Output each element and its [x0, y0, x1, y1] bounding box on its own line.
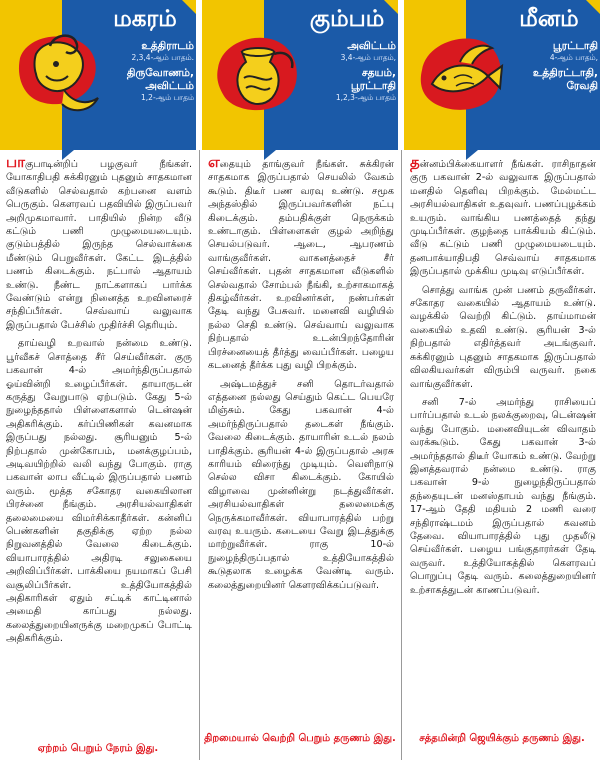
star-name: பூரட்டாதி — [350, 80, 396, 92]
star-name: பூரட்டாதி — [552, 40, 598, 52]
column-kumbam — [202, 0, 398, 762]
star-list — [300, 40, 396, 107]
column-header — [202, 0, 398, 150]
paragraph: தன்னம்பிக்கையாளர் நீங்கள். ராசிநாதன் குரு பகவான் 2-ல் வலுவாக இருப்பதால் மனதில் தெளிவு பிறக்கும். மேல்மட்ட அரசியல்வாதிகள் உதவுவர். பணப்புழக்கம் உயரும். வாங்கிய பணத்தைத் தந்து முடிப்பீர்கள். குழந்தை பாக்கியம் கிட்டும். வீடு கட்டும் பணி முழுமையடையும். தனபாக்யாதிபதி செவ்வாய் சாதகமாக இருப்பதால் முக்கிய முடிவு எடுப்பீர்கள். — [410, 153, 596, 278]
horoscope-text — [202, 150, 398, 592]
star-list — [98, 40, 194, 107]
star-pada: 1,2,3-ஆம் பாதம் — [335, 93, 396, 102]
star-pada: 3,4-ஆம் பாதம், — [340, 53, 396, 62]
sign-name: மீனம் — [519, 6, 579, 32]
star-name: திருவோணம், — [126, 67, 194, 79]
star-name: சதயம், — [361, 67, 396, 79]
paragraph: எதையும் தாங்குவர் நீங்கள். சுக்கிரன் சாதகமாக இருப்பதால் செயலில் வேகம் கூடும். திடீர் பண வரவு உண்டு. சமூக அந்தஸ்தில் இருப்பவர்களின் நட்பு கிடைக்கும். தம்பதிக்குள் நெருக்கம் உண்டாகும். பிள்ளைகள் குழல் அறிந்து செயல்படுவர். ஆடை, ஆபரணம் வாங்குவீர்கள். வாகனத்தைச் சீர் செய்வீர்கள். புதன் சாதகமான வீடுகளில் செல்வதால் சோம்பல் நீங்கி, உற்சாகமாகத் திகழ்வீர்கள். உறவினர்கள், நண்பர்கள் தேடி வந்து பேசுவர். மனைவி வழியில் நல்ல செதி உண்டு. செவ்வாய் வலுவாக நிற்பதால் உடன்பிறந்தோரின் பிரச்னையைத் தீர்த்து வைப்பீர்கள். பழைய கடனைத் தீர்க்க புது வழி பிறக்கும். — [208, 153, 394, 372]
column-footer: சத்தமின்றி ஜெயிக்கும் தருணம் இது. — [419, 733, 585, 744]
column-header — [0, 0, 196, 150]
sign-name: கும்பம் — [309, 6, 385, 32]
column-meenam — [404, 0, 600, 762]
column-divider — [401, 150, 402, 760]
star-pada: 2,3,4-ஆம் பாதம். — [131, 53, 194, 62]
star-name: அவிட்டம் — [145, 80, 194, 92]
paragraph: பாகுபாடின்றிப் பழகுவர் நீங்கள். யோகாதிபதி சுக்கிரனும் புதனும் சாதகமான வீடுகளில் செல்வதால் கற்பனை வளம் பெருகும். கௌரவப் பதவியில் இருப்பவர் அறிமுகமாவார். பாதியில் நின்ற வீடு கட்டும் பணி முழுமையடையும். குடும்பத்தில் இருந்த செல்வாக்கை மீண்டும் பெறுவீர்கள். கேட்ட இடத்தில் பணம் கிடைக்கும். நட்பால் ஆதாயம் உண்டு. நீண்ட நாட்களாகப் பார்க்க வேண்டும் என்று நினைத்த உறவினரைச் சந்திப்பீர்கள். செவ்வாய் வலுவாக இருப்பதால் பேச்சில் முதிர்ச்சி தெரியும். — [6, 153, 192, 331]
paragraph: சொத்து வாங்க முன் பணம் தருவீர்கள். சகோதர வகையில் ஆதாயம் உண்டு. வழக்கில் வெற்றி கிட்டும். தாய்மாமன் வகையில் உதவி உண்டு. சூரியன் 3-ல் நிற்பதால் எதிர்த்தவர் அடங்குவர். சுக்கிரனும் புதனும் சாதகமாக இருப்பதால் விலகியவர்கள் விரும்பி வருவர். நகை வாங்குவீர்கள். — [410, 284, 596, 390]
drop-cap: எ — [208, 153, 220, 171]
column-footer: திறமையால் வெற்றி பெறும் தருணம் இது. — [204, 733, 396, 744]
paragraph: அஷ்டமத்துச் சனி தொடர்வதால் எத்தனை நல்லது செய்தும் கெட்ட பெயரே மிஞ்சும். கேது பகவான் 4-ல் அமர்ந்திருப்பதால் தடைகள் நீங்கும். வேலை கிடைக்கும். தாயாரின் உடல் நலம் பாதிக்கும். சூரியன் 4-ல் இருப்பதால் அரசு காரியம் விரைந்து முடியும். வெளிநாடு செல்ல விசா கிடைக்கும். கோயில் விழாவை முன்னின்று நடத்துவீர்கள். அரசியல்வாதிகள் தலைமைக்கு நெருக்கமாவீர்கள். வியாபாரத்தில் பற்று வரவு உயரும். கடையை வேறு இடத்துக்கு மாற்றுவீர்கள். ராகு 10-ல் நுழைந்திருப்பதால் உத்தியோகத்தில் கூடுதலாக உழைக்க வேண்டி வரும். கலைத்துறையினர் கௌரவிக்கப்படுவர். — [208, 378, 394, 591]
pisces-fish-icon — [410, 28, 516, 120]
column-header — [404, 0, 600, 150]
star-list — [502, 40, 598, 93]
aquarius-pot-icon — [208, 28, 314, 120]
horoscope-text — [0, 150, 196, 646]
star-name: உத்திராடம் — [141, 40, 194, 52]
capricorn-goat-icon — [6, 28, 112, 120]
star-name: அவிட்டம் — [347, 40, 396, 52]
star-pada: 4-ஆம் பாதம், — [549, 53, 598, 62]
column-divider — [199, 150, 200, 760]
star-name: ரேவதி — [566, 80, 598, 92]
paragraph: தாய்வழி உறவால் நன்மை உண்டு. பூர்வீகச் சொத்தை சீர் செய்வீர்கள். குரு பகவான் 4-ல் அமர்ந்திருப்பதால் ஓய்வின்றி உழைப்பீர்கள். தாயாருடன் கருத்து வேறுபாடு ஏற்படும். கேது 5-ல் நுழைந்ததால் பிள்ளைகளால் டென்ஷன் அதிகரிக்கும். கர்ப்பிணிகள் கவனமாக இருப்பது நல்லது. சூரியனும் 5-ல் நிற்பதால் முன்கோபம், மனக்குழப்பம், அடிவயிற்றில் வலி வந்து போகும். ராகு பகவான் லாப வீட்டில் இருப்பதால் பணம் வரும். மூத்த சகோதர வகையிலான பிரச்னை நீங்கும். அரசியல்வாதிகள் தலைமையை விமர்சிக்காதீர்கள். கன்னிப் பெண்களின் தகுதிக்கு ஏற்ற நல்ல நிறுவனத்தில் வேலை கிடைக்கும். வியாபாரத்தில் அதிரடி சலுகையை அறிவிப்பீர்கள். பாக்கியை நயமாகப் பேசி வசூலிப்பீர்கள். உத்தியோகத்தில் அதிகாரிகள் ஏதும் சட்டிக் காட்டினால் அமைதி காப்பது நல்லது. கலைத்துறையினருக்கு மறைமுகப் போட்டி அதிகரிக்கும். — [6, 338, 192, 645]
drop-cap: த — [410, 153, 420, 171]
star-name: உத்திரட்டாதி, — [532, 67, 598, 79]
star-pada: 1,2-ஆம் பாதம் — [141, 93, 194, 102]
drop-cap: பா — [6, 153, 25, 171]
sign-name: மகரம் — [113, 6, 177, 32]
column-makaram — [0, 0, 196, 762]
column-footer: ஏற்றம் பெறும் நேரம் இது. — [37, 743, 159, 754]
horoscope-text — [404, 150, 600, 597]
paragraph: சனி 7-ல் அமர்ந்து ராசியைப் பார்ப்பதால் உடல் நலக்குறைவு, டென்ஷன் வந்து போகும். மனைவியுடன் விவாதம் வரக்கூடும். கேது பகவான் 3-ல் அமர்ந்ததால் திடீர் யோகம் உண்டு. வேற்று இனத்தவரால் நன்மை உண்டு. ராகு பகவான் 9-ல் நுழைந்திருப்பதால் தந்தையுடன் மனஸ்தாபம் வந்து நீங்கும். 17-ஆம் தேதி மதியம் 2 மணி வரை சந்திராஷ்டமம் இருப்பதால் கவனம் தேவை. வியாபாரத்தில் புது முதலீடு செய்வீர்கள். பழைய பங்குதாரர்கள் தேடி வருவர். உத்தியோகத்தில் கௌரவப் பொறுப்பு தேடி வரும். கலைத்துறையினர் உற்சாகத்துடன் காணப்படுவர். — [410, 396, 596, 596]
